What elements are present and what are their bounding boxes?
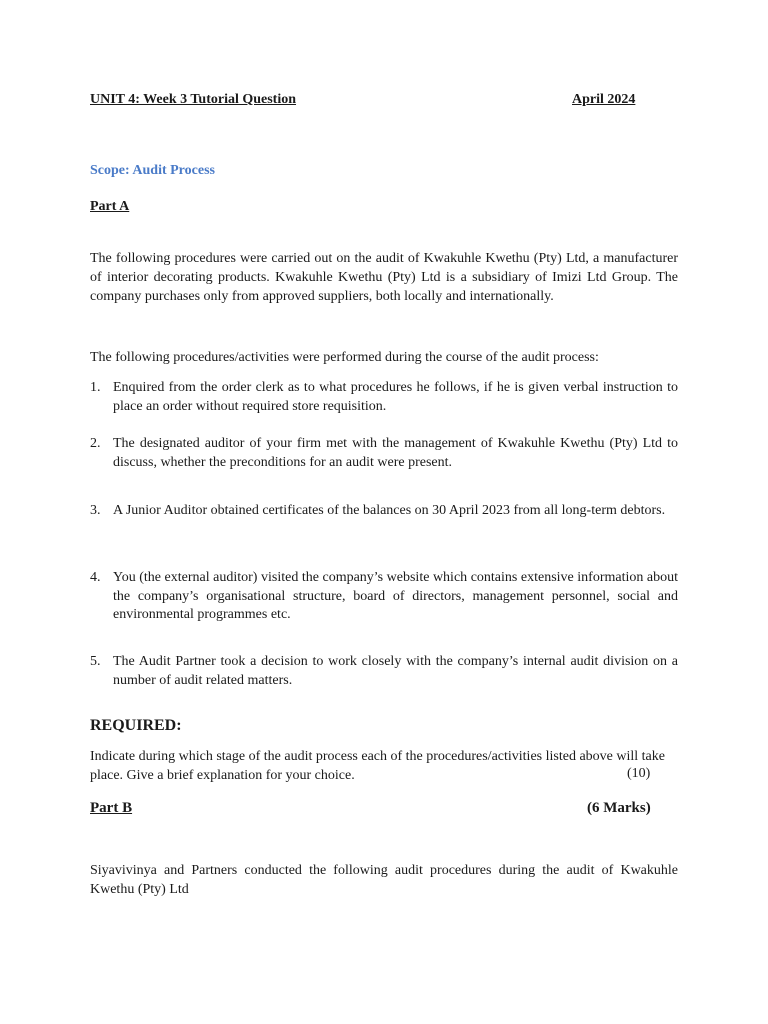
list-item-text: Enquired from the order clerk as to what procedures he follows, if he is given verbal instruction to place an order without required store requisition. [113,380,678,414]
list-item-number: 4. [90,570,101,585]
list-item-number: 1. [90,380,101,395]
part-b-heading: Part B [90,800,133,816]
scope-line: Scope: Audit Process [90,163,215,178]
header-date: April 2024 [572,92,636,107]
required-text: Indicate during which stage of the audit process each of the procedures/activities listed above will take place. Give a brief explanation for your choice. [90,749,665,783]
list-item-number: 5. [90,654,101,669]
part-b-intro: Siyavivinya and Partners conducted the following audit procedures during the audit of Kwakuhle Kwethu (Pty) Ltd [90,863,678,897]
part-b-marks: (6 Marks) [587,800,651,816]
required-marks: (10) [627,766,651,781]
list-item-text: The designated auditor of your firm met with the management of Kwakuhle Kwethu (Pty) Ltd to discuss, whether the preconditions for an audit were present. [113,436,678,470]
list-item-text: The Audit Partner took a decision to work closely with the company’s internal audit division on a number of audit related matters. [113,654,678,688]
list-item-number: 3. [90,503,101,518]
unit-title: UNIT 4: Week 3 Tutorial Question [90,92,297,107]
part-a-heading: Part A [90,199,130,214]
list-item-text: A Junior Auditor obtained certificates of the balances on 30 April 2023 from all long-term debtors. [113,503,666,518]
part-a-lead: The following procedures/activities were performed during the course of the audit process: [90,350,599,365]
list-item-text: You (the external auditor) visited the company’s website which contains extensive information about the company’s organisational structure, board of directors, management personnel, social and environmental programmes etc. [113,570,678,622]
required-heading: REQUIRED: [90,717,182,734]
part-a-intro: The following procedures were carried out on the audit of Kwakuhle Kwethu (Pty) Ltd, a manufacturer of interior decorating products. Kwakuhle Kwethu (Pty) Ltd is a subsidiary of Imizi Ltd Group. The company purchases only from approved suppliers, both locally and internationally. [90,251,678,304]
list-item-number: 2. [90,436,101,451]
